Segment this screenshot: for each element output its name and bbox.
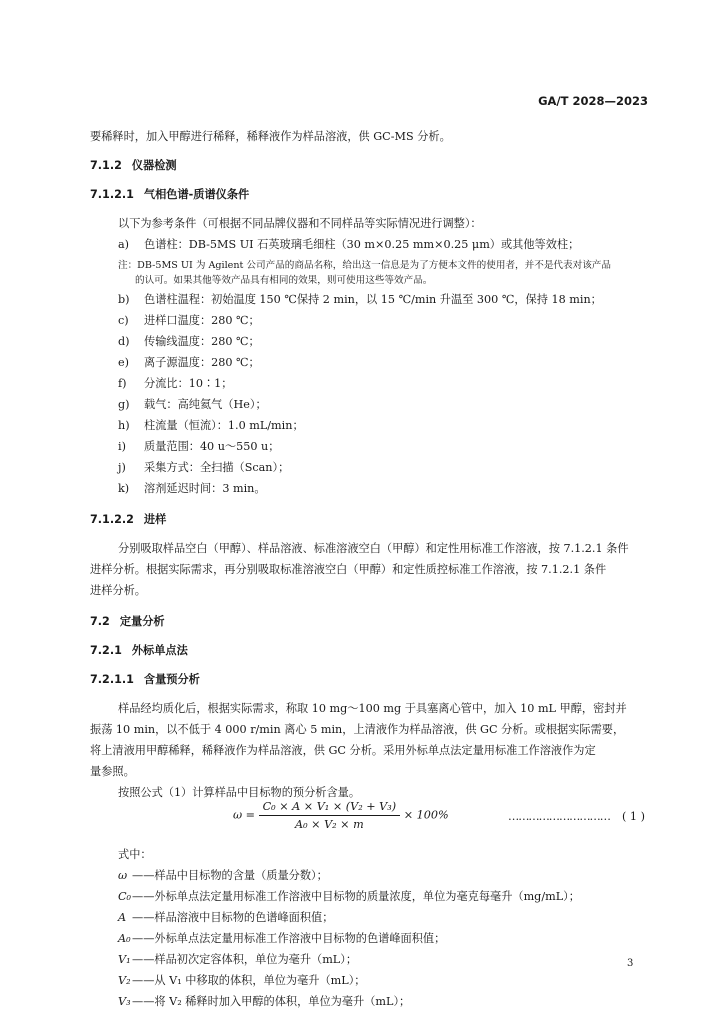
section-number: 7.1.2.2 [90, 513, 134, 526]
definition-c0 [118, 888, 580, 904]
item-label: k) [118, 482, 130, 495]
condition-item-k [118, 480, 266, 496]
symbol: V₃ [118, 995, 131, 1008]
symbol: A [118, 911, 127, 924]
section-7-1-2-heading [90, 157, 177, 173]
section-number: 7.1.2.1 [90, 188, 134, 201]
section-7-2-1-1-heading [90, 671, 200, 687]
definition-v2 [118, 972, 366, 988]
item-label: h) [118, 419, 130, 432]
condition-item-b [118, 291, 602, 307]
item-label: d) [118, 335, 130, 348]
item-label: a) [118, 238, 130, 251]
condition-item-e [118, 354, 260, 370]
prep-line-4: 量参照。 [90, 765, 135, 778]
condition-item-j [118, 459, 289, 475]
section-number: 7.2 [90, 615, 110, 628]
item-label: e) [118, 356, 129, 369]
formula-intro: 按照公式（1）计算样品中目标物的预分析含量。 [118, 786, 361, 799]
item-label: i) [118, 440, 126, 453]
condition-item-h [118, 417, 304, 433]
item-text: 进样口温度：280 ℃； [144, 314, 260, 327]
prep-line-2: 振荡 10 min，以不低于 4 000 r/min 离心 5 min，上清液作为样品溶液，供 GC 分析。或根据实际需要， [90, 723, 625, 736]
symbol: C₀ [118, 890, 132, 903]
item-text: 载气：高纯氦气（He）； [144, 398, 267, 411]
formula-leader-dots: ………………………… [508, 810, 610, 823]
condition-item-i [118, 438, 279, 454]
prep-line-1: 样品经均质化后，根据实际需求，称取 10 mg～100 mg 于具塞离心管中，加入 10 mL 甲醇，密封并 [118, 702, 627, 715]
conditions-intro: 以下为参考条件（可根据不同品牌仪器和不同样品等实际情况进行调整）： [118, 217, 482, 230]
definition-a0 [118, 930, 445, 946]
section-title: 进样 [143, 513, 167, 526]
section-7-2-heading [90, 613, 165, 629]
item-text: 柱流量（恒流）：1.0 mL/min； [144, 419, 304, 432]
section-title: 外标单点法 [131, 644, 188, 657]
symbol: ω [118, 869, 128, 882]
condition-item-f [118, 375, 232, 391]
definition-v3 [118, 993, 410, 1009]
section-title: 气相色谱-质谱仪条件 [143, 188, 250, 201]
note-line-1: 注：DB-5MS UI 为 Agilent 公司产品的商品名称，给出这一信息是为了方便本文件的使用者，并不是代表对该产品 [118, 260, 611, 271]
item-text: 色谱柱温程：初始温度 150 ℃保持 2 min，以 15 ℃/min 升温至 300 ℃，保持 18 min； [144, 293, 602, 306]
section-number: 7.1.2 [90, 159, 122, 172]
where-label: 式中： [118, 848, 152, 861]
definition-text: ——外标单点法定量用标准工作溶液中目标物的质量浓度，单位为毫克每毫升（mg/mL）； [132, 890, 580, 903]
section-number: 7.2.1 [90, 644, 122, 657]
item-text: 传输线温度：280 ℃； [144, 335, 260, 348]
definition-text: ——从 V₁ 中移取的体积，单位为毫升（mL）； [132, 974, 366, 987]
symbol: V₂ [118, 974, 131, 987]
definition-text: ——样品中目标物的含量（质量分数）； [132, 869, 328, 882]
definition-text: ——将 V₂ 稀释时加入甲醇的体积，单位为毫升（mL）； [132, 995, 411, 1008]
symbol: V₁ [118, 953, 131, 966]
injection-line-1: 分别吸取样品空白（甲醇）、样品溶液、标准溶液空白（甲醇）和定性用标准工作溶液，按 7.1.2.1 条件 [118, 542, 629, 555]
formula-number: ( 1 ) [622, 810, 645, 823]
injection-line-3: 进样分析。 [90, 584, 146, 597]
formula-lhs: ω = [233, 808, 256, 822]
section-title: 仪器检测 [131, 159, 177, 172]
item-label: c) [118, 314, 129, 327]
item-label: j) [118, 461, 126, 474]
definition-v1 [118, 951, 357, 967]
item-text: 色谱柱：DB-5MS UI 石英玻璃毛细柱（30 m×0.25 mm×0.25 μm）或其他等效柱； [144, 238, 580, 251]
item-text: 溶剂延迟时间：3 min。 [144, 482, 266, 495]
standard-code: GA/T 2028—2023 [538, 94, 648, 108]
condition-item-c [118, 312, 260, 328]
formula-numerator: C₀ × A × V₁ × (V₂ + V₃) [259, 800, 401, 816]
item-text: 采集方式：全扫描（Scan）； [144, 461, 290, 474]
section-title: 定量分析 [119, 615, 165, 628]
section-7-1-2-1-heading [90, 186, 249, 202]
formula-fraction [259, 800, 401, 831]
section-7-2-1-heading [90, 642, 188, 658]
condition-item-a [118, 236, 579, 252]
definition-text: ——外标单点法定量用标准工作溶液中目标物的色谱峰面积值； [132, 932, 446, 945]
item-text: 质量范围：40 u～550 u； [144, 440, 280, 453]
intro-line: 要稀释时，加入甲醇进行稀释，稀释液作为样品溶液，供 GC-MS 分析。 [90, 130, 451, 143]
condition-item-g [118, 396, 267, 412]
item-label: f) [118, 377, 127, 390]
condition-item-d [118, 333, 260, 349]
definition-a [118, 909, 333, 925]
prep-line-3: 将上清液用甲醇稀释，稀释液作为样品溶液，供 GC 分析。采用外标单点法定量用标准工作溶液作为定 [90, 744, 596, 757]
item-text: 离子源温度：280 ℃； [144, 356, 260, 369]
formula-tail: × 100% [403, 808, 449, 822]
symbol: A₀ [118, 932, 131, 945]
section-7-1-2-2-heading [90, 511, 166, 527]
definition-text: ——样品溶液中目标物的色谱峰面积值； [132, 911, 334, 924]
formula-1 [233, 800, 449, 831]
definition-text: ——样品初次定容体积，单位为毫升（mL）； [132, 953, 358, 966]
injection-line-2: 进样分析。根据实际需求，再分别吸取标准溶液空白（甲醇）和定性质控标准工作溶液，按 7.1.2.1 条件 [90, 563, 607, 576]
item-label: b) [118, 293, 130, 306]
formula-denominator: A₀ × V₂ × m [295, 818, 364, 831]
note-line-2: 的认可。如果其他等效产品具有相同的效果，则可使用这些等效产品。 [135, 275, 433, 286]
section-title: 含量预分析 [143, 673, 200, 686]
definition-omega [118, 867, 328, 883]
item-label: g) [118, 398, 130, 411]
section-number: 7.2.1.1 [90, 673, 134, 686]
page-number: 3 [627, 958, 634, 969]
item-text: 分流比：10∶1； [144, 377, 233, 390]
